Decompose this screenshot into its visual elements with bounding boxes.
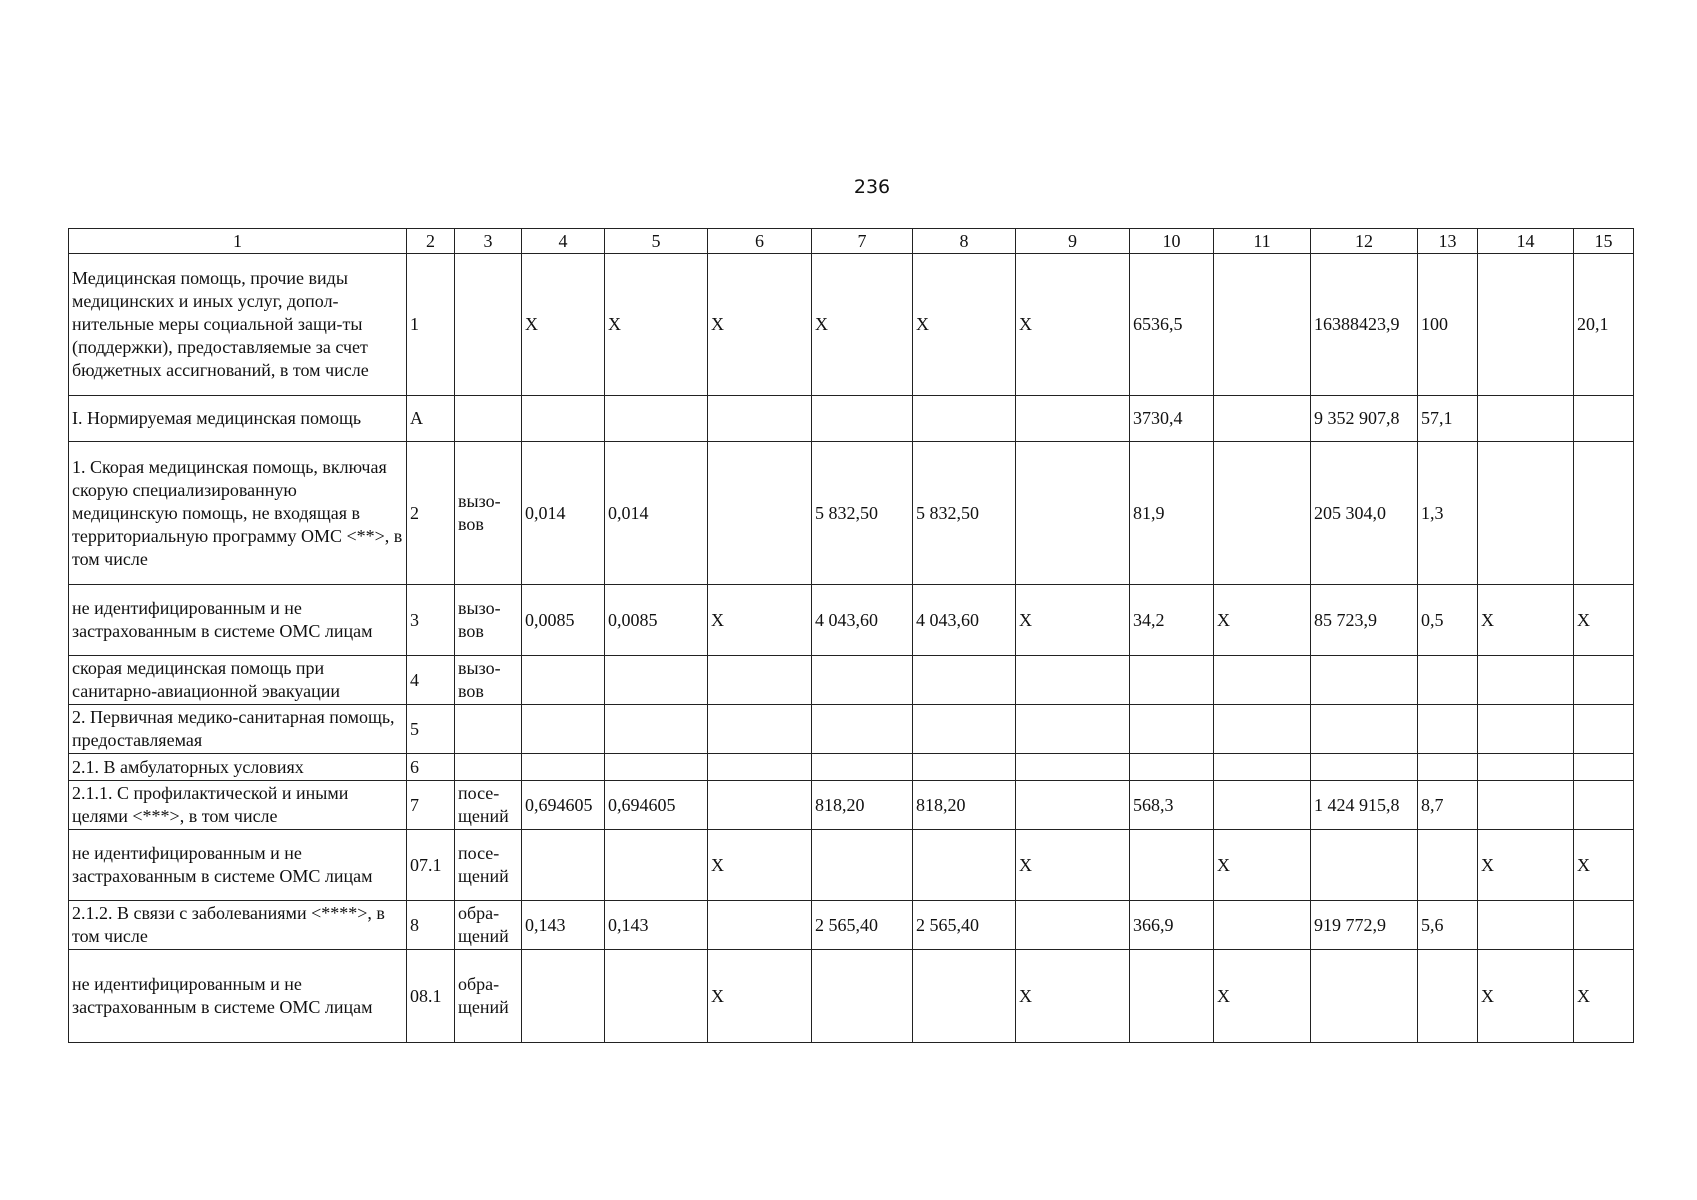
table-body — [69, 229, 1634, 1043]
table-cell — [605, 656, 708, 705]
table-cell: X — [708, 585, 812, 656]
table-cell — [605, 950, 708, 1043]
table-cell: 0,694605 — [522, 781, 605, 830]
table-cell: посе-щений — [455, 830, 522, 901]
table-cell — [1016, 901, 1130, 950]
table-cell — [455, 705, 522, 754]
row-description-cell: 2.1.2. В связи с заболеваниями <****>, в том числе — [69, 901, 407, 950]
table-cell: X — [1016, 254, 1130, 396]
table-cell: 5 832,50 — [812, 442, 913, 585]
table-cell: 4 043,60 — [812, 585, 913, 656]
row-description-cell: 2. Первичная медико-санитарная помощь, предоставляемая — [69, 705, 407, 754]
table-cell — [708, 754, 812, 781]
table-cell: 8,7 — [1418, 781, 1478, 830]
table-cell: X — [1016, 950, 1130, 1043]
table-cell — [913, 950, 1016, 1043]
table-cell: X — [1016, 830, 1130, 901]
table-cell: X — [1574, 830, 1634, 901]
table-cell — [913, 830, 1016, 901]
table-cell — [708, 705, 812, 754]
table-cell — [913, 705, 1016, 754]
table-row — [69, 254, 1634, 396]
column-number: 9 — [1016, 229, 1130, 254]
table-cell — [812, 705, 913, 754]
table-cell: 0,143 — [605, 901, 708, 950]
table-cell — [1214, 396, 1311, 442]
table-cell: 5,6 — [1418, 901, 1478, 950]
table-cell — [1478, 754, 1574, 781]
table-cell — [1574, 754, 1634, 781]
row-description-cell: скорая медицинская помощь при санитарно-авиационной эвакуации — [69, 656, 407, 705]
table-cell: 81,9 — [1130, 442, 1214, 585]
table-cell — [1418, 705, 1478, 754]
table-cell — [1130, 656, 1214, 705]
table-cell: 3730,4 — [1130, 396, 1214, 442]
table-cell: X — [522, 254, 605, 396]
table-cell — [605, 830, 708, 901]
table-cell: X — [708, 950, 812, 1043]
column-number: 5 — [605, 229, 708, 254]
table-cell — [1016, 705, 1130, 754]
table-cell: X — [1478, 950, 1574, 1043]
table-cell — [913, 396, 1016, 442]
table-cell — [708, 901, 812, 950]
table-cell: 9 352 907,8 — [1311, 396, 1418, 442]
table-cell — [913, 656, 1016, 705]
table-cell — [1311, 830, 1418, 901]
table-cell: 5 832,50 — [913, 442, 1016, 585]
column-number: 6 — [708, 229, 812, 254]
table-cell: X — [605, 254, 708, 396]
table-cell — [708, 656, 812, 705]
table-cell: 85 723,9 — [1311, 585, 1418, 656]
column-number: 11 — [1214, 229, 1311, 254]
table-cell: обра-щений — [455, 901, 522, 950]
table-cell: X — [1574, 585, 1634, 656]
column-number: 1 — [69, 229, 407, 254]
table-row — [69, 585, 1634, 656]
table-cell: 205 304,0 — [1311, 442, 1418, 585]
column-number-row — [69, 229, 1634, 254]
table-cell: 07.1 — [407, 830, 455, 901]
budget-table — [68, 228, 1634, 1043]
table-row — [69, 754, 1634, 781]
table-cell: 0,143 — [522, 901, 605, 950]
table-cell — [605, 705, 708, 754]
table-row — [69, 396, 1634, 442]
table-cell: обра-щений — [455, 950, 522, 1043]
table-cell — [1214, 781, 1311, 830]
table-cell — [1574, 901, 1634, 950]
table-cell — [522, 396, 605, 442]
table-cell: X — [1574, 950, 1634, 1043]
table-cell — [1016, 396, 1130, 442]
table-cell: X — [1478, 585, 1574, 656]
row-description-cell: не идентифицированным и не застрахованным в системе ОМС лицам — [69, 950, 407, 1043]
column-number: 10 — [1130, 229, 1214, 254]
column-number: 15 — [1574, 229, 1634, 254]
table-row — [69, 950, 1634, 1043]
table-row — [69, 901, 1634, 950]
row-description-cell: не идентифицированным и не застрахованным в системе ОМС лицам — [69, 830, 407, 901]
table-cell — [708, 396, 812, 442]
row-description-cell: Медицинская помощь, прочие виды медицинских и иных услуг, допол-нительные меры социальной защи-ты (поддержки), предоставляемые за счет бюджетных ассигнований, в том числе — [69, 254, 407, 396]
table-cell — [1016, 781, 1130, 830]
table-cell: вызо-вов — [455, 585, 522, 656]
table-cell: 4 — [407, 656, 455, 705]
table-cell: 1 — [407, 254, 455, 396]
column-number: 2 — [407, 229, 455, 254]
table-cell: 6 — [407, 754, 455, 781]
table-cell: 0,5 — [1418, 585, 1478, 656]
table-cell — [522, 950, 605, 1043]
table-cell — [1016, 656, 1130, 705]
table-cell: X — [708, 254, 812, 396]
table-cell: 0,0085 — [522, 585, 605, 656]
table-cell — [1214, 442, 1311, 585]
table-cell — [1130, 754, 1214, 781]
table-cell: X — [1478, 830, 1574, 901]
table-cell — [1130, 705, 1214, 754]
column-number: 8 — [913, 229, 1016, 254]
table-cell: 100 — [1418, 254, 1478, 396]
table-cell — [812, 396, 913, 442]
table-cell — [1214, 754, 1311, 781]
table-cell — [913, 754, 1016, 781]
column-number: 13 — [1418, 229, 1478, 254]
page-number: 236 — [853, 176, 891, 198]
row-description-cell: 2.1.1. С профилактической и иными целями <***>, в том числе — [69, 781, 407, 830]
table-cell: 1,3 — [1418, 442, 1478, 585]
table-cell — [455, 754, 522, 781]
table-cell: 16388423,9 — [1311, 254, 1418, 396]
table-cell: 2 565,40 — [913, 901, 1016, 950]
table-cell: посе-щений — [455, 781, 522, 830]
table-cell: 818,20 — [812, 781, 913, 830]
table-cell: 2 565,40 — [812, 901, 913, 950]
table-cell — [1311, 705, 1418, 754]
table-cell: 366,9 — [1130, 901, 1214, 950]
table-cell: 919 772,9 — [1311, 901, 1418, 950]
table-cell — [708, 781, 812, 830]
table-cell — [1478, 442, 1574, 585]
table-cell — [1478, 781, 1574, 830]
table-cell — [1478, 396, 1574, 442]
table-cell — [1130, 950, 1214, 1043]
table-cell — [812, 754, 913, 781]
table-cell — [605, 396, 708, 442]
table-cell — [1574, 781, 1634, 830]
table-cell — [812, 950, 913, 1043]
table-cell — [1130, 830, 1214, 901]
table-cell — [1574, 442, 1634, 585]
row-description-cell: 1. Скорая медицинская помощь, включая скорую специализированную медицинскую помощь, не входящая в территориальную программу ОМС <**>, в том числе — [69, 442, 407, 585]
column-number: 3 — [455, 229, 522, 254]
table-cell — [812, 656, 913, 705]
table-row — [69, 781, 1634, 830]
table-cell: вызо-вов — [455, 442, 522, 585]
table-cell: 6536,5 — [1130, 254, 1214, 396]
table-cell: 0,694605 — [605, 781, 708, 830]
table-cell — [1418, 950, 1478, 1043]
table-cell — [455, 254, 522, 396]
table-cell: 4 043,60 — [913, 585, 1016, 656]
table-cell — [522, 656, 605, 705]
table-cell — [1574, 396, 1634, 442]
table-cell: X — [1214, 830, 1311, 901]
table-cell: 7 — [407, 781, 455, 830]
column-number: 4 — [522, 229, 605, 254]
table-cell — [1311, 656, 1418, 705]
table-cell: 0,014 — [605, 442, 708, 585]
table-cell — [1214, 254, 1311, 396]
table-cell: 08.1 — [407, 950, 455, 1043]
table-cell: 5 — [407, 705, 455, 754]
table-cell: X — [708, 830, 812, 901]
table-cell: 8 — [407, 901, 455, 950]
table-cell — [1418, 830, 1478, 901]
table-cell — [1214, 901, 1311, 950]
table-cell — [1418, 754, 1478, 781]
table-cell: X — [913, 254, 1016, 396]
table-cell: 57,1 — [1418, 396, 1478, 442]
table-row — [69, 656, 1634, 705]
table-cell — [1574, 705, 1634, 754]
table-cell — [605, 754, 708, 781]
column-number: 7 — [812, 229, 913, 254]
column-number: 14 — [1478, 229, 1574, 254]
table-cell: X — [1214, 950, 1311, 1043]
table-cell — [812, 830, 913, 901]
table-cell — [1478, 254, 1574, 396]
table-cell — [522, 754, 605, 781]
table-cell — [1214, 705, 1311, 754]
table-row — [69, 705, 1634, 754]
table-cell: 568,3 — [1130, 781, 1214, 830]
table-cell: А — [407, 396, 455, 442]
table-cell — [522, 830, 605, 901]
table-cell: 818,20 — [913, 781, 1016, 830]
table-cell — [1418, 656, 1478, 705]
table-cell — [1016, 754, 1130, 781]
table-cell — [522, 705, 605, 754]
row-description-cell: I. Нормируемая медицинская помощь — [69, 396, 407, 442]
column-number: 12 — [1311, 229, 1418, 254]
table-cell: 1 424 915,8 — [1311, 781, 1418, 830]
table-cell — [1016, 442, 1130, 585]
table-cell: X — [1016, 585, 1130, 656]
table-cell — [1214, 656, 1311, 705]
table-cell — [455, 396, 522, 442]
table-cell — [1311, 950, 1418, 1043]
table-cell — [1478, 705, 1574, 754]
table-cell: 0,014 — [522, 442, 605, 585]
table-cell: вызо-вов — [455, 656, 522, 705]
table-cell — [1311, 754, 1418, 781]
row-description-cell: не идентифицированным и не застрахованным в системе ОМС лицам — [69, 585, 407, 656]
table-cell: 3 — [407, 585, 455, 656]
table-cell: X — [1214, 585, 1311, 656]
table-cell — [708, 442, 812, 585]
row-description-cell: 2.1. В амбулаторных условиях — [69, 754, 407, 781]
table-row — [69, 830, 1634, 901]
table-cell: 2 — [407, 442, 455, 585]
table-cell: X — [812, 254, 913, 396]
table-row — [69, 442, 1634, 585]
table-cell — [1478, 901, 1574, 950]
table-cell — [1574, 656, 1634, 705]
table-cell: 34,2 — [1130, 585, 1214, 656]
table-cell: 20,1 — [1574, 254, 1634, 396]
table-cell: 0,0085 — [605, 585, 708, 656]
table-cell — [1478, 656, 1574, 705]
